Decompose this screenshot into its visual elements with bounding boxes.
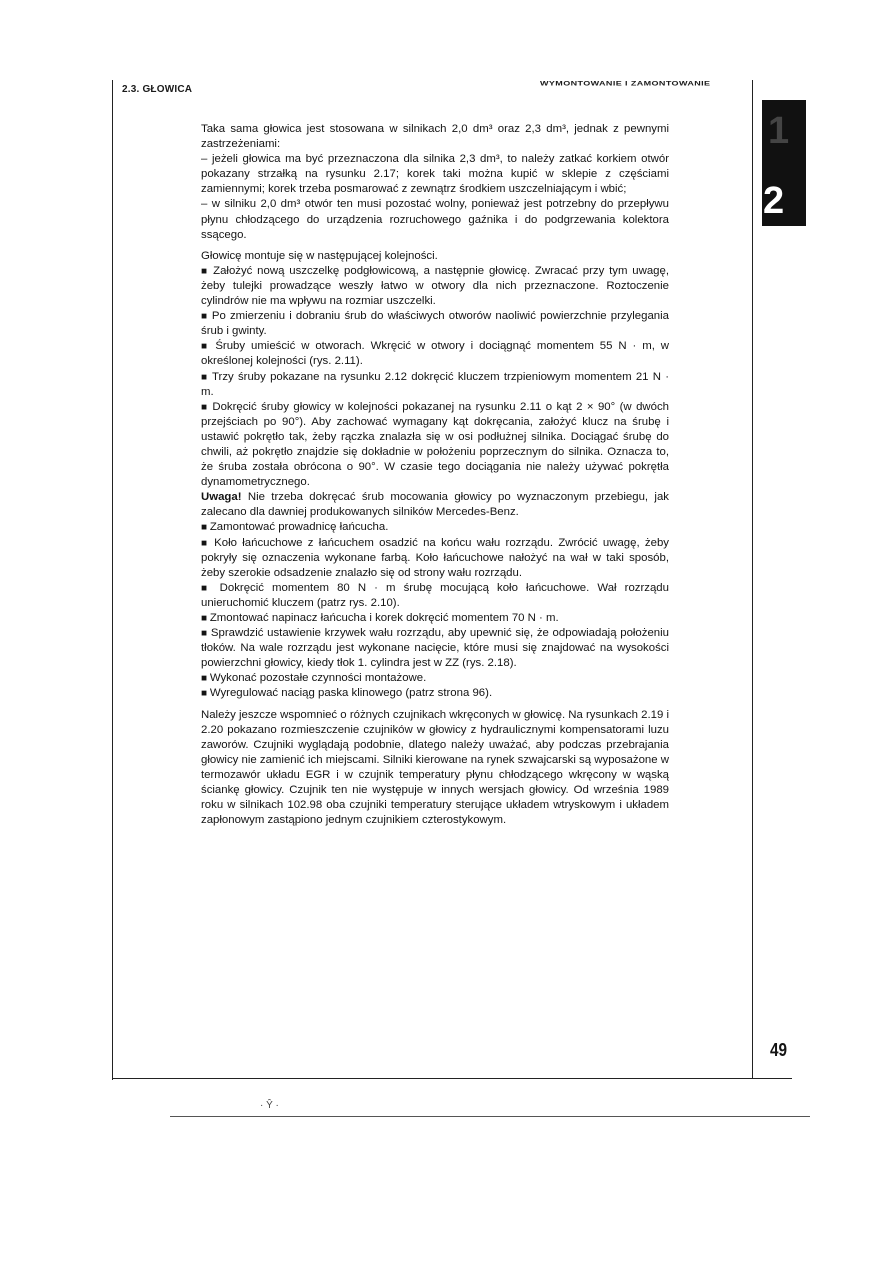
page-number: 49 (770, 1040, 788, 1060)
condition-item-1: – jeżeli głowica ma być przeznaczona dla silnika 2,3 dm³, to należy zatkać korkiem otwór pokazany strzałką na rysunku 2.17; korek taki można kupić w sklepie z częściami zamiennymi; korek trzeba posmarować z zewnątrz środkiem uszczelniającym i wbić; (201, 153, 669, 196)
step-insert-bolts: ■ Śruby umieścić w otworach. Wkręcić w otwory i dociągnąć momentem 55 N · m, w określonej kolejności (rys. 2.11). (201, 339, 669, 369)
step-gasket: ■ Założyć nową uszczelkę podgłowicową, a następnie głowicę. Zwracać przy tym uwagę, żeby tulejki prowadzące weszły łatwo w otwory dla nich przeznaczone. Roztoczenie cylindrów nie ma wpływu na rozmiar uszczelki. (201, 264, 669, 309)
step-sprocket: ■ Koło łańcuchowe z łańcuchem osadzić na końcu wału rozrządu. Zwrócić uwagę, żeby pokryły się oznaczenia wykonane farbą. Koło łańcuchowe nałożyć na wał w taki sposób, żeby szerokie odsadzenie znalazło się od strony wału rozrządu. (201, 536, 669, 581)
frame-right-rule (752, 100, 753, 1078)
step-tensioner: ■ Zmontować napinacz łańcucha i korek dokręcić momentem 70 N · m. (201, 611, 669, 626)
intro-paragraph: Taka sama głowica jest stosowana w silnikach 2,0 dm³ oraz 2,3 dm³, jednak z pewnymi zastrzeżeniami: (201, 123, 669, 151)
sensors-paragraph: Należy jeszcze wspomnieć o różnych czujnikach wkręconych w głowicę. Na rysunkach 2.19 i 2.20 pokazano rozmieszczenie czujników w głowicy z hydraulicznymi kompensatorami luzu zaworów. Czujniki wyglądają podobnie, dlatego należy uważać, aby podczas przebrajania głowicy nie zamienić ich miejscami. Silniki kierowane na rynek szwajcarski są wyposażone w termozawór układu EGR i w czujnik temperatury płynu chłodzącego wkręcony w wąską ściankę głowicy. Czujnik ten nie występuje w innych wersjach głowicy. Od września 1989 roku w silnikach 102.98 oba czujniki temperatury sterujące układem wtryskowym i układem zapłonowym zastąpiono jednym czujnikiem czterostykowym. (201, 708, 669, 827)
step-check-cams: ■ Sprawdzić ustawienie krzywek wału rozrządu, aby upewnić się, że odpowiadają położeniu tłoków. Na wale rozrządu jest wykonane nacięcie, które musi się znajdować na wysokości powierzchni głowicy, kiedy tłok 1. cylindra jest w ZZ (rys. 2.18). (201, 626, 669, 671)
step-sprocket-bolt: ■ Dokręcić momentem 80 N · m śrubę mocującą koło łańcuchowe. Wał rozrządu unieruchomić kluczem (patrz rys. 2.10). (201, 581, 669, 611)
step-three-bolts: ■ Trzy śruby pokazane na rysunku 2.12 dokręcić kluczem trzpieniowym momentem 21 N · m. (201, 370, 669, 400)
step-chain-guide: ■ Zamontować prowadnicę łańcucha. (201, 520, 669, 535)
chapter-tab-current: 2 (763, 180, 785, 222)
running-header-chapter: WYMONTOWANIE I ZAMONTOWANIE (540, 80, 711, 87)
frame-left-rule (112, 80, 113, 1080)
running-header-section: 2.3. GŁOWICA (122, 84, 193, 95)
assembly-intro: Głowicę montuje się w następującej kolejności. (201, 249, 438, 262)
step-v-belt: ■ Wyregulować naciąg paska klinowego (patrz strona 96). (201, 686, 669, 701)
frame-top-right-rule (752, 80, 753, 100)
step-angle-tighten: ■ Dokręcić śruby głowicy w kolejności pokazanej na rysunku 2.11 o kąt 2 × 90° (w dwóch przejściach po 90°). Aby zachować wymagany kąt dokręcania, założyć klucz na śrubę i ustawić pokrętło tak, żeby rączka znalazła się w osi podłużnej silnika. Dociągać śrubę do chwili, aż pokrętło znajdzie się dokładnie w położeniu poprzecznym do silnika. Oznacza to, że śruba została obrócona o 90°. W czasie tego dociągania nie należy używać pokrętła dynamometrycznego. (201, 400, 669, 491)
footer-mark: · Ŷ · (260, 1100, 279, 1111)
warning-label: Uwaga! (201, 491, 242, 504)
step-oil-bolts: ■ Po zmierzeniu i dobraniu śrub do właściwych otworów naoliwić powierzchnie przylegania śrub i gwinty. (201, 309, 669, 339)
footer-rule (170, 1116, 810, 1117)
chapter-tab-previous: 1 (768, 110, 790, 152)
warning-note: Uwaga! Nie trzeba dokręcać śrub mocowania głowicy po wyznaczonym przebiegu, jak zalecano dla dawniej produkowanych silników Mercedes-Benz. (201, 491, 669, 519)
body-text (201, 122, 669, 828)
step-remaining: ■ Wykonać pozostałe czynności montażowe. (201, 671, 669, 686)
bottom-rule (112, 1078, 792, 1079)
condition-item-2: – w silniku 2,0 dm³ otwór ten musi pozostać wolny, ponieważ jest potrzebny do przepływu płynu chłodzącego do urządzenia rozruchowego gaźnika i do podgrzewania kolektora ssącego. (201, 198, 669, 241)
